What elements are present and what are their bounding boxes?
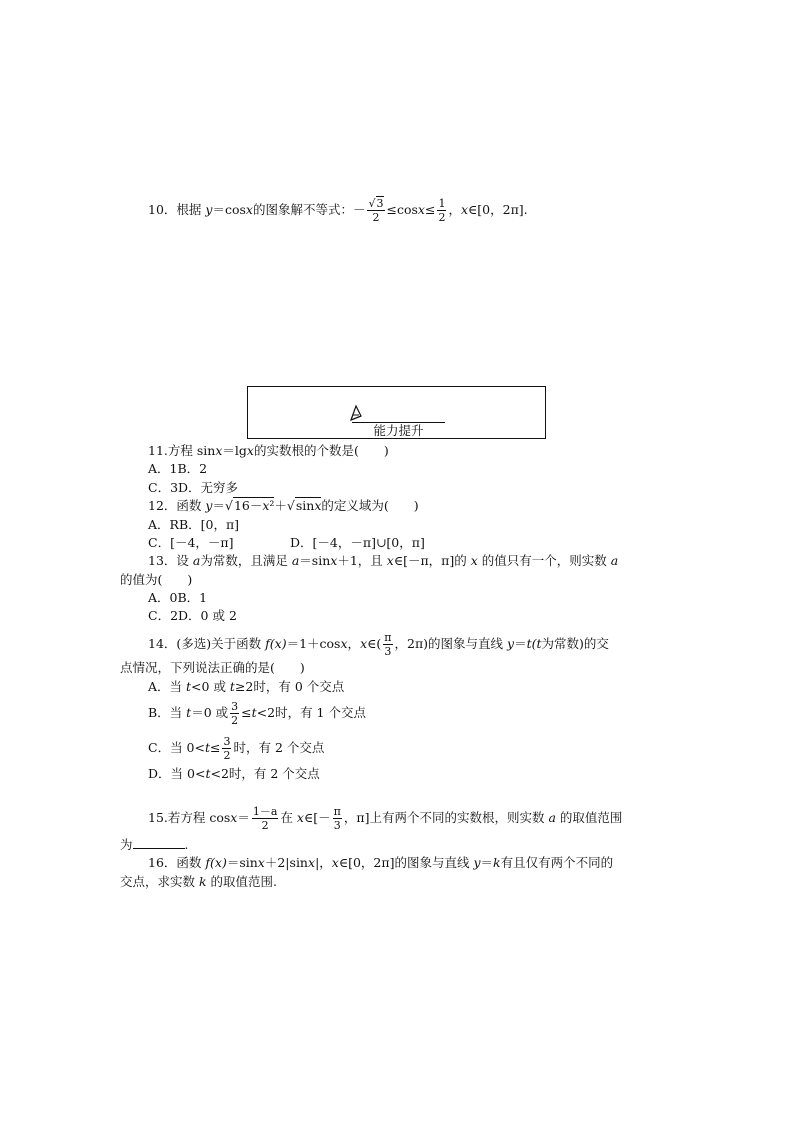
- question-13-options-ab: A．0B．1: [148, 590, 208, 605]
- question-16-line-1: 16．函数 f(x)＝sinx＋2|sinx|，x∈[0，2π]的图象与直线 y＝k有且仅有两个不同的: [148, 855, 614, 870]
- question-12-options-ab: A．RB．[0，π]: [148, 517, 240, 532]
- fraction-sqrt3-over-2: $\frac{√3}{2}$: [368, 197, 384, 224]
- question-14-line-1: 14．(多选)关于函数 f(x)＝1＋cosx，x∈( $\frac{\pi}{3}$ ，2π)的图象与直线 y＝t(t为常数)的交: [148, 631, 609, 658]
- question-13-line-1: 13．设 a为常数，且满足 a＝sinx＋1，且 x∈[－π，π]的 x 的值只有一个，则实数 a: [148, 553, 619, 568]
- question-15-line-1: 15.若方程 cosx＝ $\frac{1-a}{2}$ 在 x∈[－ $\frac{\pi}{3}$ ，π]上有两个不同的实数根，则实数 a 的取值范围: [148, 805, 623, 832]
- fraction-3-over-2: $\frac{3}{2}$: [231, 700, 239, 727]
- question-14-option-a: A．当 t<0 或 t≥2时，有 0 个交点: [148, 679, 345, 694]
- question-14-option-c: C．当 0<t≤ $\frac{3}{2}$ 时，有 2 个交点: [148, 735, 325, 762]
- question-10: 10．根据 y＝cosx的图象解不等式：－ $\frac{√3}{2}$ ≤cosx≤ $\frac{1}{2}$ ，x∈[0，2π].: [148, 197, 528, 224]
- banner-label: 能力提升: [373, 423, 424, 438]
- section-banner: [247, 386, 546, 439]
- question-14-option-d: D．当 0<t<2时，有 2 个交点: [148, 766, 320, 781]
- question-12-option-c: C．[－4，－π]: [148, 535, 234, 550]
- question-11-options-cd: C．3D．无穷多: [148, 480, 239, 495]
- question-14-option-b: B．当 t＝0 或 $\frac{3}{2}$ ≤t<2时，有 1 个交点: [148, 700, 366, 727]
- question-13-options-cd: C．2D．0 或 2: [148, 608, 237, 623]
- fraction-pi-over-3: $\frac{\pi}{3}$: [333, 805, 341, 832]
- question-13-line-2: 的值为( ): [120, 572, 193, 587]
- question-16-line-2: 交点，求实数 k 的取值范围.: [120, 874, 278, 889]
- question-11-options-ab: A．1B．2: [148, 461, 208, 476]
- question-14-line-2: 点情况，下列说法正确的是( ): [120, 660, 305, 675]
- fraction-pi-over-3: $\frac{\pi}{3}$: [384, 631, 392, 658]
- pen-icon: [348, 404, 364, 422]
- fraction-1-over-2: $\frac{1}{2}$: [438, 197, 446, 224]
- question-12-stem: 12．函数 y＝√16－x²＋√sinx的定义域为( ): [148, 498, 419, 513]
- fraction-1-minus-a-over-2: $\frac{1-a}{2}$: [252, 805, 278, 832]
- question-15-line-2: 为 .: [120, 837, 189, 852]
- question-11-stem: 11.方程 sinx＝lgx的实数根的个数是( ): [148, 443, 389, 458]
- fraction-3-over-2: $\frac{3}{2}$: [223, 735, 231, 762]
- question-12-option-d: D．[－4，－π]∪[0，π]: [290, 535, 425, 550]
- answer-blank[interactable]: [133, 836, 185, 849]
